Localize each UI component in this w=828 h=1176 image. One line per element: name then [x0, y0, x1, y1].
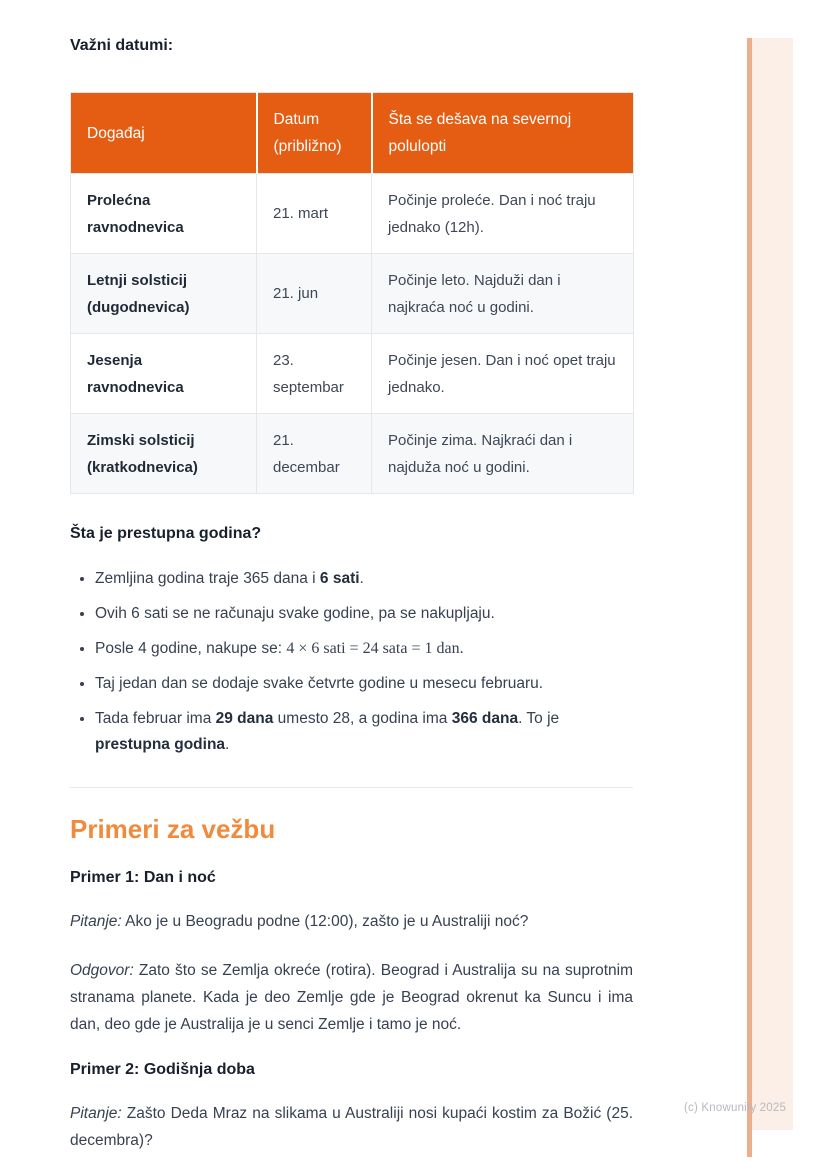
table-header: [71, 93, 634, 174]
right-accent-panel: [752, 38, 793, 1130]
example-1-answer: [70, 957, 633, 1038]
text-segment: Posle 4 godine, nakupe se:: [95, 640, 287, 657]
cell-description: Počinje zima. Najkraći dan i najduža noć u godini.: [372, 414, 634, 494]
column-header-event: Događaj: [71, 93, 257, 174]
cell-event: Letnji solsticij (dugodnevica): [71, 254, 257, 334]
important-dates-heading: Važni datumi:: [70, 37, 174, 54]
text-segment: .: [359, 570, 364, 587]
text-segment: 366 dana: [451, 710, 519, 727]
content-area: [70, 36, 633, 1176]
answer-text: Zato što se Zemlja okreće (rotira). Beograd i Australija su na suprotnim stranama planete. Kada je deo Zemlje gde je Beograd okrenut ka Suncu i ima dan, deo gde je Australija je u senci Zemlje i tamo je noć.: [70, 962, 633, 1033]
cell-date: 21. jun: [257, 254, 372, 334]
cell-event: Prolećna ravnodnevica: [71, 174, 257, 254]
text-segment: 4 × 6 sati = 24 sata = 1 dan.: [286, 640, 464, 657]
list-item: [95, 566, 633, 592]
cell-date: 23. septembar: [257, 334, 372, 414]
list-item: [95, 706, 633, 758]
question-label: Pitanje:: [70, 913, 122, 930]
table-row: [71, 174, 634, 254]
column-header-date: Datum (približno): [257, 93, 372, 174]
table-row: [71, 334, 634, 414]
section-divider: [70, 787, 633, 788]
text-segment: 29 dana: [215, 710, 274, 727]
text-segment: .: [225, 736, 230, 753]
copyright-watermark: (c) Knowunity 2025: [684, 1102, 787, 1114]
text-segment: 6 sati: [319, 570, 360, 587]
cell-date: 21. mart: [257, 174, 372, 254]
question-label: Pitanje:: [70, 1105, 122, 1122]
cell-event: Jesenja ravnodnevica: [71, 334, 257, 414]
cell-description: Počinje leto. Najduži dan i najkraća noć u godini.: [372, 254, 634, 334]
cell-description: Počinje jesen. Dan i noć opet traju jednako.: [372, 334, 634, 414]
text-segment: prestupna godina: [95, 736, 226, 753]
column-header-description: Šta se dešava na severnoj polulopti: [372, 93, 634, 174]
leap-year-heading: Šta je prestupna godina?: [70, 525, 262, 542]
example-2-title: Primer 2: Godišnja doba: [70, 1061, 255, 1078]
text-segment: Ovih 6 sati se ne računaju svake godine, pa se nakupljaju.: [95, 605, 495, 622]
cell-event: Zimski solsticij (kratkodnevica): [71, 414, 257, 494]
text-segment: . To je: [518, 710, 560, 727]
list-item: [95, 671, 633, 697]
question-text: Zašto Deda Mraz na slikama u Australiji nosi kupaći kostim za Božić (25. decembra)?: [70, 1105, 633, 1149]
answer-label: Odgovor:: [70, 962, 134, 979]
table-row: [71, 254, 634, 334]
leap-year-list: [70, 566, 633, 758]
text-segment: umesto 28, a godina ima: [273, 710, 452, 727]
important-dates-table: [70, 92, 634, 494]
cell-date: 21. decembar: [257, 414, 372, 494]
text-segment: Taj jedan dan se dodaje svake četvrte godine u mesecu februaru.: [95, 675, 544, 692]
question-text: Ako je u Beogradu podne (12:00), zašto je u Australiji noć?: [125, 913, 529, 930]
example-1-question: [70, 908, 633, 935]
text-segment: Zemljina godina traje 365 dana i: [95, 570, 320, 587]
table-body: [71, 174, 634, 494]
cell-description: Počinje proleće. Dan i noć traju jednako (12h).: [372, 174, 634, 254]
table-row: [71, 414, 634, 494]
examples-heading: Primeri za vežbu: [70, 814, 276, 844]
example-1-title: Primer 1: Dan i noć: [70, 869, 216, 886]
example-2-question: [70, 1100, 633, 1154]
list-item: [95, 601, 633, 627]
table-header-row: [71, 93, 634, 174]
text-segment: Tada februar ima: [95, 710, 216, 727]
list-item: [95, 636, 633, 662]
